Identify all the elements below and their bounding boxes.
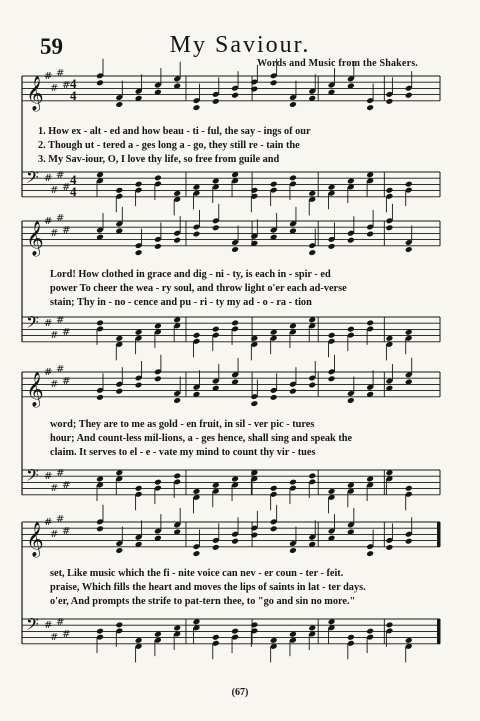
bass-clef: 𝄢 [26,465,39,489]
notehead [135,249,143,256]
sharp-sign: # [44,367,53,378]
notehead [115,547,123,554]
notehead [328,332,336,339]
time-signature-bass: 4 [70,184,77,199]
page-number: (67) [231,687,249,698]
notehead [270,394,278,401]
bass-clef: 𝄢 [26,614,39,638]
notehead [289,479,297,486]
notehead [173,237,181,244]
notehead [347,326,355,333]
notehead [135,485,143,492]
notehead [366,231,374,238]
notehead [385,224,393,231]
notehead [385,98,393,105]
notehead [154,479,162,486]
treble-clef: 𝄞 [26,372,44,407]
notehead [289,547,297,554]
lyric-line: 1. How ex - alt - ed and how beau - ti - ful, the say - ings of our [38,126,311,137]
notehead [366,320,374,327]
lyric-line: hour; And count-less mil-lions, a - ges hence, shall sing and speak the [50,433,353,444]
sharp-sign: # [50,529,59,540]
sharp-sign: # [62,480,71,491]
hymn-credit: Words and Music from the Shakers. [257,58,418,69]
notehead [193,550,201,557]
notehead [405,92,413,99]
notehead [212,544,220,551]
notehead [250,622,258,629]
lyric-line: claim. It serves to el - e - vate my mind to count thy vir - tues [50,447,316,458]
notehead [347,237,355,244]
notehead [250,187,258,194]
notehead [154,175,162,182]
lyric-line: stain; Thy in - no - cence and pu - ri - ty my ad - o - ra - tion [50,297,312,308]
sharp-sign: # [44,173,53,184]
notehead [385,622,393,629]
sharp-sign: # [56,617,65,628]
notehead [308,249,316,256]
notehead [135,181,143,188]
notehead [405,485,413,492]
sharp-sign: # [62,376,71,387]
lyric-line: set, Like music which the fi - nite voice can nev - er coun - ter - feit. [50,568,344,579]
lyric-line: praise, Which fills the heart and moves the lips of saints in lat - ter days. [50,582,366,593]
notehead [212,634,220,641]
sharp-sign: # [50,632,59,643]
sharp-sign: # [44,620,53,631]
notehead [193,231,201,238]
treble-clef: 𝄞 [26,522,44,557]
notehead [347,397,355,404]
notehead [270,485,278,492]
sharp-sign: # [56,68,65,79]
notehead [115,622,123,629]
notehead [115,101,123,108]
notehead [173,473,181,480]
lyric-line: power To cheer the wea - ry soul, and throw light o'er each ad-verse [50,283,347,294]
sharp-sign: # [44,318,53,329]
notehead [385,187,393,194]
sharp-sign: # [62,629,71,640]
notehead [135,382,143,389]
notehead [231,538,239,545]
sharp-sign: # [62,80,71,91]
notehead [96,79,104,86]
notehead [366,628,374,635]
notehead [366,550,374,557]
notehead [289,388,297,395]
notehead [270,525,278,532]
notehead [250,86,258,93]
notehead [173,397,181,404]
notehead [405,246,413,253]
sharp-sign: # [56,170,65,181]
notehead [289,175,297,182]
notehead [193,104,201,111]
notehead [250,400,258,407]
notehead [328,375,336,382]
lyric-line: 3. My Sav-iour, O, I love thy life, so free from guile and [38,154,280,165]
lyric-line: Lord! How clothed in grace and dig - ni - ty, is each in - spir - ed [50,269,331,280]
notehead [96,628,104,635]
final-barline [437,619,440,644]
notehead [250,532,258,539]
notehead [405,538,413,545]
sharp-sign: # [44,216,53,227]
lyric-line: o'er, And prompts the strife to pat-tern thee, to "go and sin no more." [50,596,356,607]
sharp-sign: # [56,315,65,326]
sharp-sign: # [62,182,71,193]
notehead [405,181,413,188]
hymn-title: My Saviour. [169,32,311,58]
time-signature-bass: 4 [70,172,77,187]
treble-clef: 𝄞 [26,76,44,111]
sharp-sign: # [50,228,59,239]
bass-clef: 𝄢 [26,167,39,191]
time-signature-treble: 4 [70,88,77,103]
lyric-line: 2. Though ut - tered a - ges long a - go, they still re - tain the [38,140,300,151]
notehead [231,320,239,327]
notehead [154,375,162,382]
notehead [231,246,239,253]
notehead [270,181,278,188]
sharp-sign: # [62,225,71,236]
time-signature-treble: 4 [70,76,77,91]
sharp-sign: # [44,517,53,528]
notehead [308,382,316,389]
notehead [385,544,393,551]
sharp-sign: # [50,379,59,390]
notehead [212,326,220,333]
sharp-sign: # [50,483,59,494]
sharp-sign: # [56,514,65,525]
sharp-sign: # [44,471,53,482]
notehead [212,224,220,231]
notehead [308,473,316,480]
sharp-sign: # [44,71,53,82]
notehead [347,634,355,641]
sharp-sign: # [56,468,65,479]
notehead [231,92,239,99]
treble-clef: 𝄞 [26,221,44,256]
sharp-sign: # [62,526,71,537]
notehead [289,101,297,108]
notehead [115,187,123,194]
lyric-line: word; They are to me as gold - en fruit, in sil - ver pic - tures [50,419,315,430]
notehead [96,394,104,401]
notehead [154,243,162,250]
notehead [115,388,123,395]
sharp-sign: # [50,83,59,94]
notehead [96,320,104,327]
sharp-sign: # [56,213,65,224]
notehead [270,79,278,86]
sharp-sign: # [56,364,65,375]
hymn-number: 59 [40,34,63,59]
final-barline [437,522,440,547]
notehead [212,98,220,105]
notehead [96,525,104,532]
sharp-sign: # [62,327,71,338]
bass-clef: 𝄢 [26,312,39,336]
notehead [366,104,374,111]
notehead [231,628,239,635]
sharp-sign: # [50,185,59,196]
sharp-sign: # [50,330,59,341]
notehead [328,243,336,250]
notehead [193,332,201,339]
